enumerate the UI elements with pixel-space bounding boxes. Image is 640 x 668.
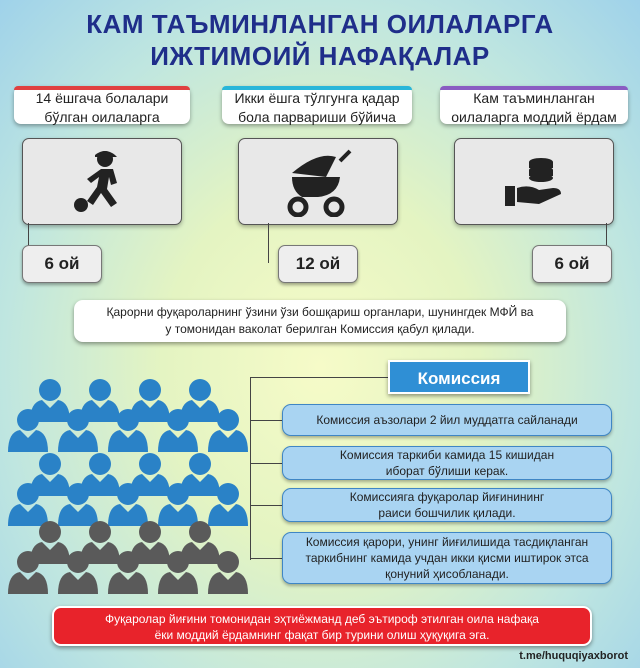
blue-people-row-2 <box>8 453 248 526</box>
people-group-icon <box>8 378 263 598</box>
connector-line <box>250 377 251 560</box>
child-football-icon <box>67 147 137 217</box>
connector-line <box>250 377 388 378</box>
warning-line-1: Фуқаролар йиғини томонидан эҳтиёжманд деб эътироф этилган оила нафақа <box>105 612 539 626</box>
rule-line-2: таркибнинг камида учдан икки қисми иштирок этса <box>305 551 589 565</box>
commission-rule-3 <box>282 488 612 522</box>
page-title <box>0 8 640 72</box>
rule-line-1: Комиссияга фуқаролар йиғинининг <box>349 490 545 504</box>
connector-line <box>250 463 282 464</box>
icon-box-material-aid <box>454 138 614 225</box>
duration-badge-material-aid: 6 ой <box>532 245 612 283</box>
rule-line-1: Комиссия қарори, унинг йиғилишида тасдиқланган <box>305 535 589 549</box>
decision-note <box>74 300 566 342</box>
commission-title: Комиссия <box>388 360 530 394</box>
warning-banner <box>52 606 592 646</box>
connector-line <box>250 558 282 559</box>
category-card-material-aid <box>440 86 628 124</box>
hand-coins-icon <box>499 152 569 212</box>
category-accent-bar <box>440 86 628 90</box>
telegram-link[interactable]: t.me/huquqiyaxborot <box>519 650 628 662</box>
blue-people-row-1 <box>8 379 248 452</box>
note-line-1: Қарорни фуқароларнинг ўзини ўзи бошқариш органлари, шунингдек МФЙ ва <box>106 305 534 319</box>
icon-box-children <box>22 138 182 225</box>
rule-line-2: раиси бошчилик қилади. <box>378 506 516 520</box>
connector-line <box>250 505 282 506</box>
title-line-1: КАМ ТАЪМИНЛАНГАН ОИЛАЛАРГА <box>86 9 554 39</box>
rule-line-1: Комиссия таркиби камида 15 кишидан <box>339 448 555 462</box>
category-card-childcare <box>222 86 412 124</box>
rule-line-3: қонуний ҳисобланади. <box>385 567 509 581</box>
rule-line-1: Комиссия аъзолари 2 йил муддатга сайланади <box>316 413 578 427</box>
category-line-1: 14 ёшгача болалари <box>35 90 169 106</box>
baby-stroller-icon <box>278 147 358 217</box>
category-line-2: бола парвариши бўйича <box>238 109 396 125</box>
title-line-2: ИЖТИМОИЙ НАФАҚАЛАР <box>150 41 490 71</box>
commission-rule-2 <box>282 446 612 480</box>
category-line-2: оилаларга моддий ёрдам <box>451 109 617 125</box>
category-line-1: Кам таъминланган <box>473 90 595 106</box>
connector-line <box>268 223 269 263</box>
duration-badge-children: 6 ой <box>22 245 102 283</box>
duration-badge-childcare: 12 ой <box>278 245 358 283</box>
category-accent-bar <box>14 86 190 90</box>
category-card-children <box>14 86 190 124</box>
commission-rule-4 <box>282 532 612 584</box>
grey-people-row <box>8 521 248 594</box>
category-accent-bar <box>222 86 412 90</box>
note-line-2: у томонидан ваколат берилган Комиссия қабул қилади. <box>165 322 475 336</box>
connector-line <box>250 420 282 421</box>
warning-line-2: ёки моддий ёрдамнинг фақат бир турини олиш ҳуқуқига эга. <box>154 628 490 642</box>
rule-line-2: иборат бўлиши керак. <box>385 464 509 478</box>
icon-box-childcare <box>238 138 398 225</box>
category-line-1: Икки ёшга тўлгунга қадар <box>234 90 400 106</box>
commission-rule-1 <box>282 404 612 436</box>
category-line-2: бўлган оилаларга <box>44 109 160 125</box>
